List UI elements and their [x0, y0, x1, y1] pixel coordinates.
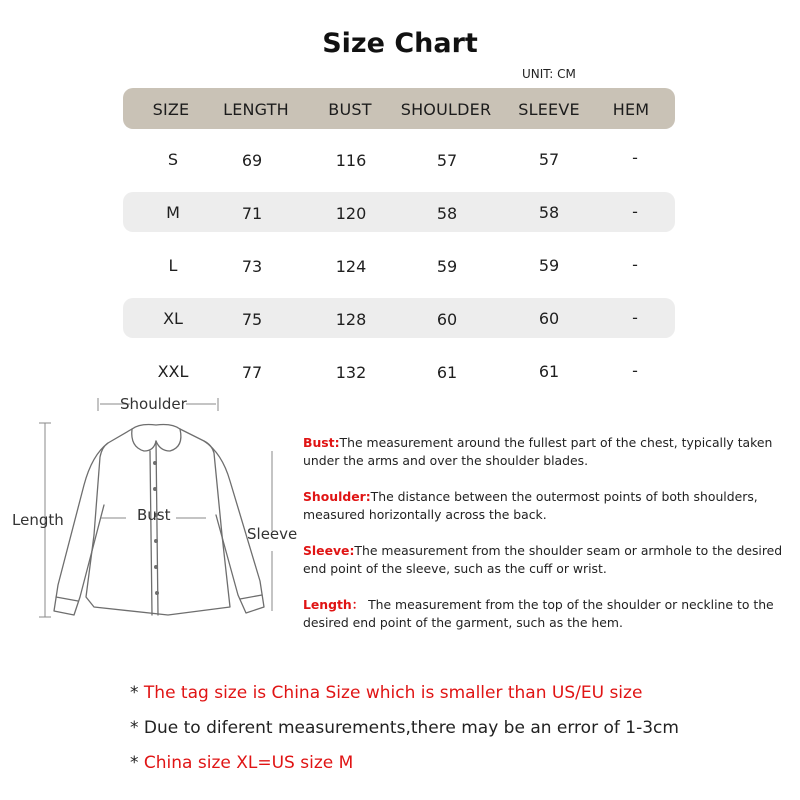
diagram-label-shoulder: Shoulder	[120, 395, 187, 413]
page-title: Size Chart	[322, 28, 478, 59]
shirt-diagram	[0, 385, 310, 645]
cell-hem-xxl: -	[632, 361, 638, 380]
table-header-bust: BUST	[328, 100, 372, 119]
table-header-band	[123, 88, 675, 129]
cell-hem-s: -	[632, 148, 638, 167]
cell-sleeve-m: 58	[538, 203, 560, 222]
cell-shoulder-l: 59	[436, 257, 458, 276]
definition-length	[303, 596, 800, 632]
cell-bust-m: 120	[335, 204, 367, 223]
note-tag-size	[130, 676, 790, 711]
definition-sleeve	[303, 542, 800, 578]
definition-text: The measurement around the fullest part of the chest, typically taken under the arms and over the shoulder blades.	[303, 435, 773, 468]
definition-term: Sleeve:	[303, 543, 355, 558]
diagram-label-sleeve: Sleeve	[247, 525, 298, 543]
cell-length-s: 69	[241, 151, 263, 170]
definition-text: The measurement from the shoulder seam or armhole to the desired end point of the sleeve, such as the cuff or wrist.	[303, 543, 783, 576]
note-text: Due to diferent measurements,there may be an error of 1-3cm	[143, 718, 679, 738]
cell-bust-l: 124	[335, 257, 367, 276]
bullet-star: *	[130, 683, 144, 703]
cell-hem-l: -	[632, 255, 638, 274]
cell-length-xl: 75	[241, 310, 263, 329]
cell-length-xxl: 77	[241, 363, 263, 382]
cell-sleeve-l: 59	[538, 256, 560, 275]
note-text: The tag size is China Size which is smaller than US/EU size	[143, 683, 643, 703]
row-band-xl	[123, 298, 675, 338]
cell-hem-m: -	[632, 202, 638, 221]
cell-bust-xl: 128	[335, 310, 367, 329]
cell-bust-xxl: 132	[335, 363, 367, 382]
cell-shoulder-s: 57	[436, 151, 458, 170]
cell-shoulder-m: 58	[436, 204, 458, 223]
cell-sleeve-s: 57	[538, 150, 560, 169]
definition-text: The measurement from the top of the shoulder or neckline to the desired end point of the garment, such as the hem.	[303, 597, 774, 630]
table-header-shoulder: SHOULDER	[400, 100, 492, 119]
cell-size-xl: XL	[163, 309, 183, 328]
cell-sleeve-xxl: 61	[538, 362, 560, 381]
row-band-m	[123, 192, 675, 232]
table-header-sleeve: SLEEVE	[518, 100, 580, 119]
note-text: China size XL=US size M	[143, 753, 354, 773]
note-size-conversion	[130, 746, 790, 781]
note-measurement-error	[130, 711, 790, 746]
diagram-label-bust: Bust	[137, 506, 171, 524]
cell-length-m: 71	[241, 204, 263, 223]
cell-size-xxl: XXL	[157, 362, 189, 381]
unit-label: UNIT: CM	[522, 67, 576, 81]
measurement-definitions	[303, 434, 800, 650]
definition-shoulder	[303, 488, 800, 524]
table-header-hem: HEM	[612, 100, 650, 119]
definition-term: Length：	[303, 597, 365, 612]
cell-shoulder-xxl: 61	[436, 363, 458, 382]
cell-sleeve-xl: 60	[538, 309, 560, 328]
diagram-label-length: Length	[12, 511, 64, 529]
cell-hem-xl: -	[632, 308, 638, 327]
definition-text: The distance between the outermost points of both shoulders, measured horizontally across the back.	[303, 489, 758, 522]
cell-bust-s: 116	[335, 151, 367, 170]
bullet-star: *	[130, 718, 144, 738]
definition-term: Bust:	[303, 435, 340, 450]
cell-size-l: L	[168, 256, 178, 275]
cell-shoulder-xl: 60	[436, 310, 458, 329]
definition-bust	[303, 434, 800, 470]
table-header-size: SIZE	[152, 100, 190, 119]
cell-length-l: 73	[241, 257, 263, 276]
cell-size-s: S	[167, 150, 179, 169]
definition-term: Shoulder:	[303, 489, 371, 504]
bullet-star: *	[130, 753, 144, 773]
table-header-length: LENGTH	[223, 100, 289, 119]
size-notes	[130, 676, 790, 781]
cell-size-m: M	[166, 203, 180, 222]
